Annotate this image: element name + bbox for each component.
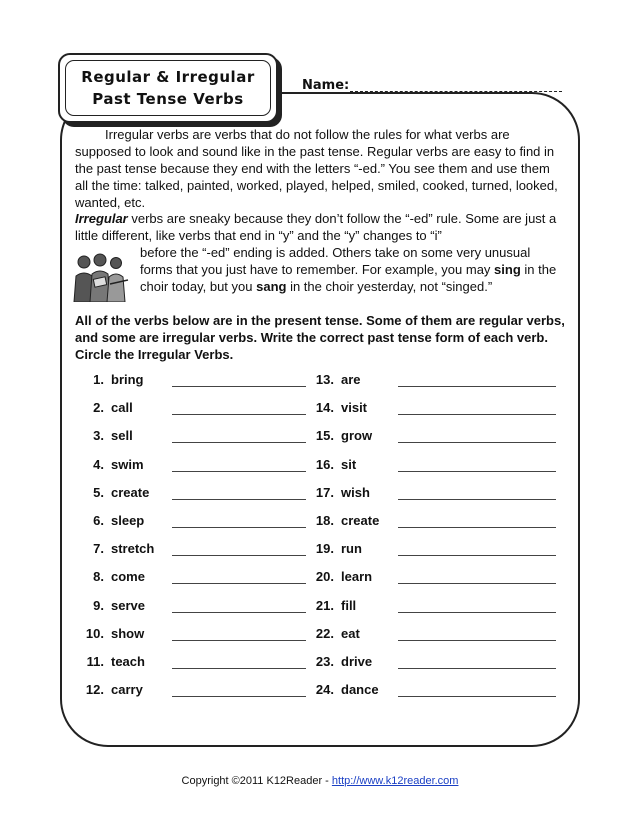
verb-number: 23. — [315, 654, 334, 669]
copyright-text: Copyright ©2011 K12Reader - — [181, 775, 332, 787]
answer-blank[interactable] — [172, 612, 306, 613]
verb-number: 7. — [93, 541, 104, 557]
verb-number: 3. — [93, 428, 104, 444]
verb-number: 20. — [315, 569, 334, 585]
verb-item — [308, 372, 556, 392]
verb-word[interactable]: stretch — [111, 541, 155, 557]
verb-number: 9. — [93, 597, 104, 613]
verb-number: 14. — [315, 400, 334, 416]
name-label: Name: — [302, 78, 350, 93]
answer-blank[interactable] — [172, 640, 306, 641]
verb-item — [308, 541, 556, 561]
title-box — [58, 53, 278, 123]
verb-word[interactable]: create — [111, 484, 150, 500]
verb-word[interactable]: call — [111, 400, 133, 416]
verb-item — [308, 654, 556, 674]
verb-item — [78, 485, 306, 505]
verb-item — [308, 485, 556, 505]
verb-item — [308, 428, 556, 448]
irregular-text-c: in the choir today, but you — [140, 262, 557, 294]
irregular-paragraph — [75, 210, 565, 295]
verb-word[interactable]: swim — [111, 456, 144, 472]
verb-word[interactable]: create — [341, 513, 380, 528]
answer-blank[interactable] — [172, 414, 306, 415]
verb-word[interactable]: sit — [341, 456, 357, 472]
verb-word[interactable]: wish — [341, 484, 370, 500]
answer-blank[interactable] — [172, 527, 306, 528]
verb-item — [78, 428, 306, 448]
verb-item — [308, 513, 556, 533]
verb-word[interactable]: are — [341, 372, 361, 387]
verb-number: 21. — [315, 597, 334, 613]
answer-blank[interactable] — [398, 471, 556, 472]
verb-number: 1. — [93, 372, 104, 387]
verb-word[interactable]: come — [111, 569, 145, 585]
answer-blank[interactable] — [172, 386, 306, 387]
verb-number: 8. — [93, 569, 104, 585]
verb-number: 2. — [93, 400, 104, 416]
answer-blank[interactable] — [398, 696, 556, 697]
verb-item — [308, 598, 556, 618]
verb-item — [308, 457, 556, 477]
verb-word[interactable]: fill — [341, 597, 357, 613]
sing-word: sing — [494, 262, 521, 277]
answer-blank[interactable] — [398, 583, 556, 584]
irregular-text-b: before the “-ed” ending is added. Others take on some very unusual forms that you just have to remember. For example, you may — [140, 245, 531, 277]
irregular-text-d: in the choir yesterday, not “singed.” — [286, 279, 493, 294]
verb-item — [308, 400, 556, 420]
verb-word[interactable]: teach — [111, 654, 145, 669]
verb-item — [308, 569, 556, 589]
verb-number: 18. — [315, 513, 334, 528]
verb-word[interactable]: serve — [111, 597, 145, 613]
title-line-2: Past Tense Verbs — [92, 90, 244, 108]
answer-blank[interactable] — [398, 499, 556, 500]
answer-blank[interactable] — [398, 668, 556, 669]
answer-blank[interactable] — [172, 583, 306, 584]
choir-singers-icon — [70, 250, 130, 302]
verb-item — [78, 457, 306, 477]
verb-item — [78, 400, 306, 420]
verb-word[interactable]: learn — [341, 569, 373, 585]
answer-blank[interactable] — [398, 640, 556, 641]
answer-blank[interactable] — [398, 555, 556, 556]
verb-number: 12. — [85, 682, 104, 698]
answer-blank[interactable] — [398, 527, 556, 528]
verb-word[interactable]: run — [341, 541, 362, 557]
name-field[interactable] — [350, 91, 562, 92]
verb-number: 11. — [86, 654, 104, 669]
verb-word[interactable]: sleep — [111, 513, 145, 528]
verb-number: 15. — [315, 428, 334, 444]
verb-number: 10. — [85, 625, 104, 641]
verb-number: 24. — [315, 682, 334, 698]
verb-word[interactable]: bring — [111, 372, 144, 387]
verb-word[interactable]: show — [111, 625, 145, 641]
sang-word: sang — [256, 279, 287, 294]
verb-item — [78, 682, 306, 702]
verb-word[interactable]: visit — [341, 400, 368, 416]
answer-blank[interactable] — [172, 499, 306, 500]
copyright — [0, 775, 640, 787]
title-line-1: Regular & Irregular — [81, 68, 255, 86]
intro-text: Irregular verbs are verbs that do not follow the rules for what verbs are supposed to look and sound like in the past tense. Regular verbs are easy to find in the past tense because they end with the letters “-ed.” You see them and use them all the time: talked, painted, worked, played, helped, smiled, cooked, turned, looked, wanted, etc. — [75, 127, 558, 210]
verb-item — [78, 541, 306, 561]
answer-blank[interactable] — [398, 414, 556, 415]
verb-word[interactable]: drive — [341, 654, 373, 669]
verb-word[interactable]: eat — [341, 625, 360, 641]
verb-number: 4. — [93, 456, 104, 472]
answer-blank[interactable] — [172, 668, 306, 669]
verb-word[interactable]: sell — [111, 428, 133, 444]
verb-word[interactable]: grow — [341, 428, 373, 444]
answer-blank[interactable] — [172, 696, 306, 697]
verb-item — [78, 569, 306, 589]
verb-number: 13. — [315, 372, 334, 387]
verb-word[interactable]: carry — [111, 682, 143, 698]
verb-item — [78, 372, 306, 392]
verb-item — [308, 682, 556, 702]
answer-blank[interactable] — [172, 555, 306, 556]
instructions: All of the verbs below are in the present tense. Some of them are regular verbs, and some are irregular verbs. Write the correct past tense form of each verb. Circle the Irregular Verbs. — [75, 313, 565, 362]
irregular-text-a: verbs are sneaky because they don’t follow the “-ed” rule. Some are just a little different, like verbs that end in “y” and the “y” changes to “i” — [75, 211, 557, 243]
answer-blank[interactable] — [172, 471, 306, 472]
answer-blank[interactable] — [398, 612, 556, 613]
verb-word[interactable]: dance — [341, 682, 379, 698]
verb-item — [78, 598, 306, 618]
verb-number: 6. — [93, 513, 104, 528]
answer-blank[interactable] — [398, 386, 556, 387]
irregular-paragraph-bottom — [75, 244, 565, 295]
verb-item — [78, 654, 306, 674]
irregular-keyword: Irregular — [75, 211, 128, 226]
verb-number: 19. — [315, 541, 334, 557]
irregular-paragraph-top — [75, 210, 565, 244]
verb-item — [78, 513, 306, 533]
verb-number: 17. — [315, 484, 334, 500]
copyright-link[interactable]: http://www.k12reader.com — [331, 775, 459, 787]
answer-blank[interactable] — [398, 442, 556, 443]
verb-number: 22. — [315, 625, 334, 641]
answer-blank[interactable] — [172, 442, 306, 443]
verb-number: 16. — [315, 456, 334, 472]
verb-item — [308, 626, 556, 646]
verb-number: 5. — [93, 484, 104, 500]
intro-paragraph — [75, 126, 565, 211]
verb-item — [78, 626, 306, 646]
